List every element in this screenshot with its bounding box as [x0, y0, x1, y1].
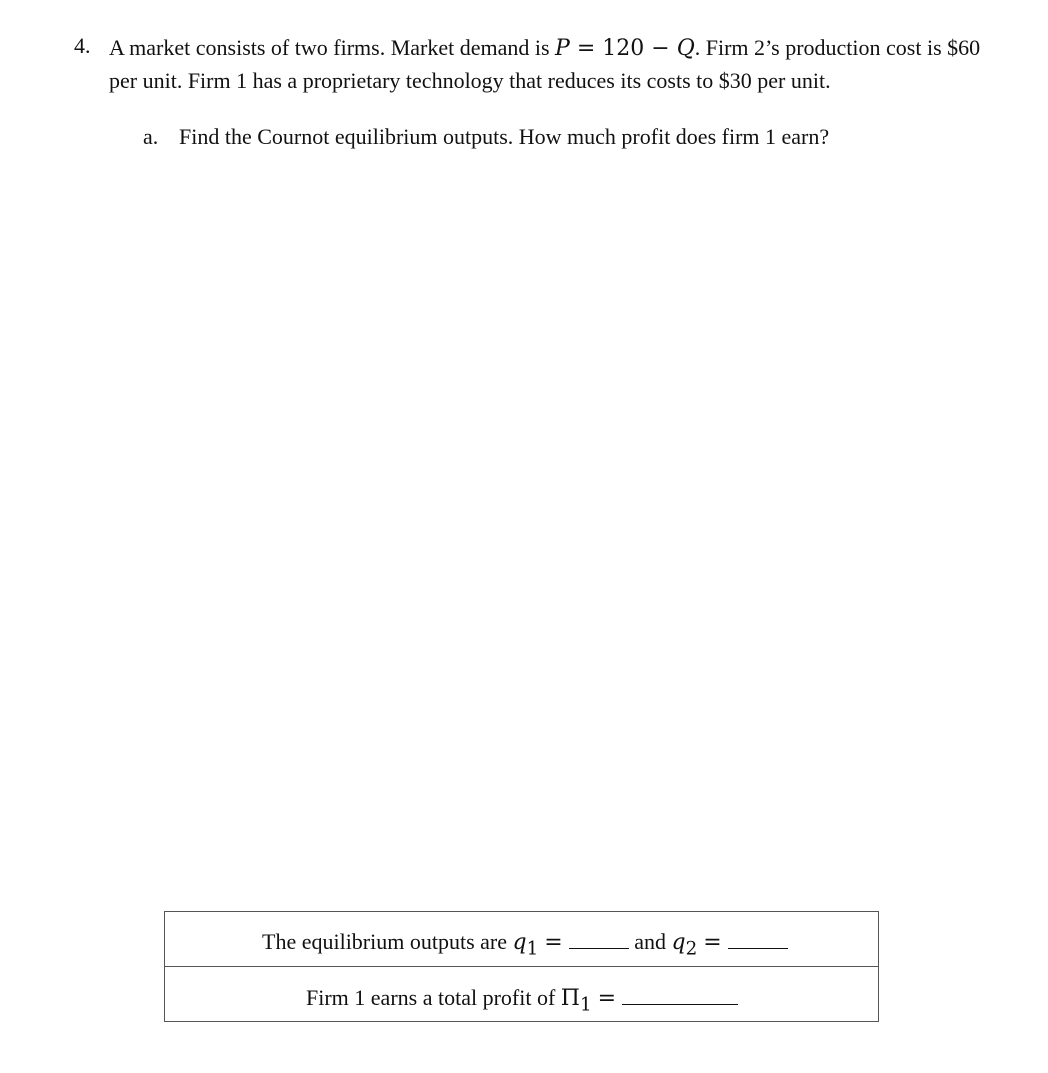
part-a-label: a. — [143, 124, 159, 149]
price-variable: P — [555, 36, 570, 61]
profit-answer-blank[interactable] — [622, 986, 738, 1005]
q2-symbol: q — [671, 930, 686, 955]
q1-symbol: q — [512, 930, 527, 955]
question-rest: . Firm 2’s production cost is $60 per unit. Firm 1 has a proprietary technology that reduces its costs to $30 per unit. — [109, 35, 981, 93]
demand-equation — [555, 36, 695, 61]
q1-answer-blank[interactable] — [569, 930, 629, 949]
q2-subscript: 2 — [685, 938, 698, 960]
q2-equals: = — [703, 930, 722, 955]
and-text: and — [634, 929, 672, 954]
q2-label — [671, 930, 698, 960]
profit-prefix: Firm 1 earns a total profit of — [306, 985, 561, 1010]
q1-equals: = — [544, 930, 563, 955]
quantity-variable: Q — [676, 36, 695, 61]
demand-equals: = 120 − — [569, 36, 677, 61]
answer-box — [164, 911, 879, 1022]
part-a-text: Find the Cournot equilibrium outputs. How much profit does firm 1 earn? — [179, 124, 830, 149]
profit-equals: = — [597, 986, 617, 1011]
q1-label — [512, 930, 539, 960]
answer-row-profit — [165, 968, 878, 1023]
outputs-prefix: The equilibrium outputs are — [262, 929, 513, 954]
q2-answer-blank[interactable] — [728, 930, 788, 949]
q1-subscript: 1 — [526, 938, 539, 960]
profit-label — [560, 986, 592, 1016]
answer-row-outputs — [165, 912, 878, 967]
question-intro: A market consists of two firms. Market demand is — [109, 35, 556, 60]
pi-subscript: 1 — [579, 994, 592, 1016]
question-text — [109, 32, 1009, 97]
pi-symbol: Π — [560, 986, 580, 1011]
question-number: 4. — [74, 33, 91, 58]
